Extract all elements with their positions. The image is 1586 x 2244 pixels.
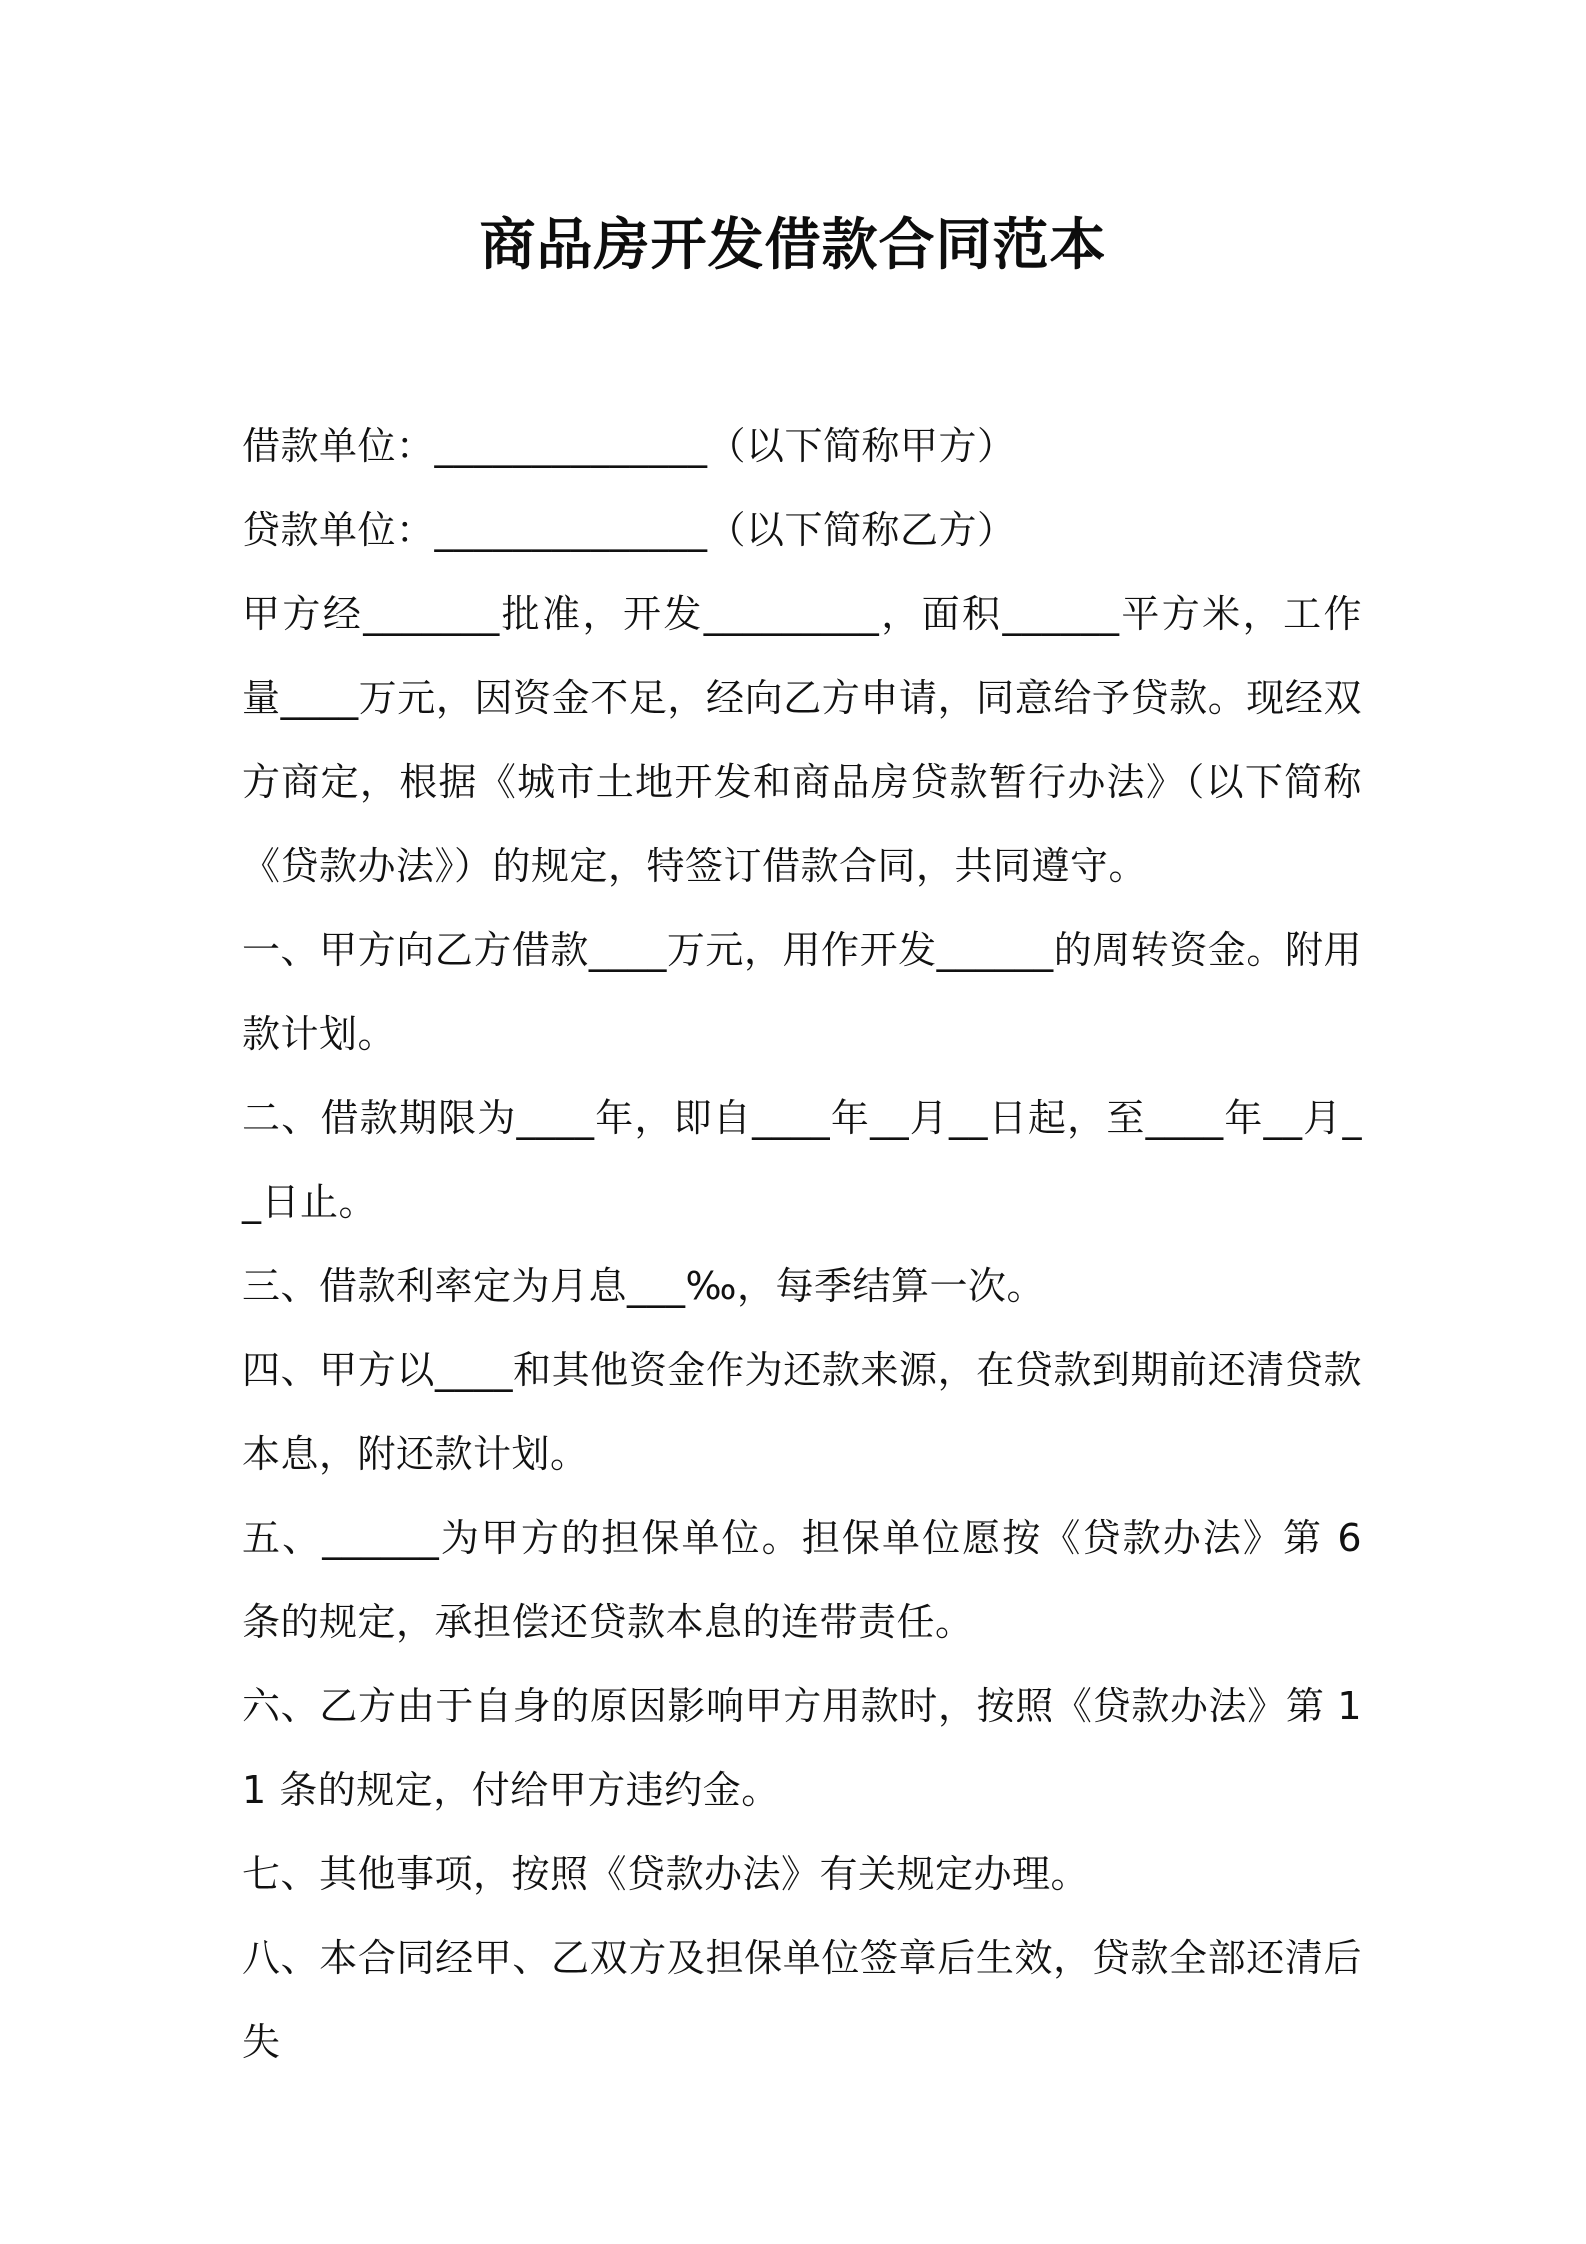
clause-8: 八、本合同经甲、乙双方及担保单位签章后生效，贷款全部还清后失	[242, 1936, 1362, 2064]
lender-line: 贷款单位：______________（以下简称乙方）	[242, 508, 1016, 552]
clause-4: 四、甲方以____和其他资金作为还款来源，在贷款到期前还清贷款本息，附还款计划。	[242, 1348, 1362, 1476]
clause-7: 七、其他事项，按照《贷款办法》有关规定办理。	[242, 1852, 1090, 1896]
clause-2: 二、借款期限为____年，即自____年__月__日起，至____年__月__日止。	[242, 1096, 1362, 1224]
document-body	[242, 404, 1362, 2084]
document-title: 商品房开发借款合同范本	[479, 213, 1107, 278]
clause-5: 五、______为甲方的担保单位。担保单位愿按《贷款办法》第 6 条的规定，承担偿还贷款本息的连带责任。	[242, 1516, 1362, 1644]
preamble-paragraph: 甲方经_______批准，开发_________，面积______平方米，工作量____万元，因资金不足，经向乙方申请，同意给予贷款。现经双方商定，根据《城市土地开发和商品房贷款暂行办法》（以下简称《贷款办法》）的规定，特签订借款合同，共同遵守。	[242, 592, 1362, 888]
clause-1: 一、甲方向乙方借款____万元，用作开发______的周转资金。附用款计划。	[242, 928, 1362, 1056]
clause-6: 六、乙方由于自身的原因影响甲方用款时，按照《贷款办法》第 11 条的规定，付给甲方违约金。	[242, 1684, 1362, 1812]
clause-3: 三、借款利率定为月息___‰，每季结算一次。	[242, 1264, 1045, 1308]
borrower-line: 借款单位：______________（以下简称甲方）	[242, 424, 1016, 468]
